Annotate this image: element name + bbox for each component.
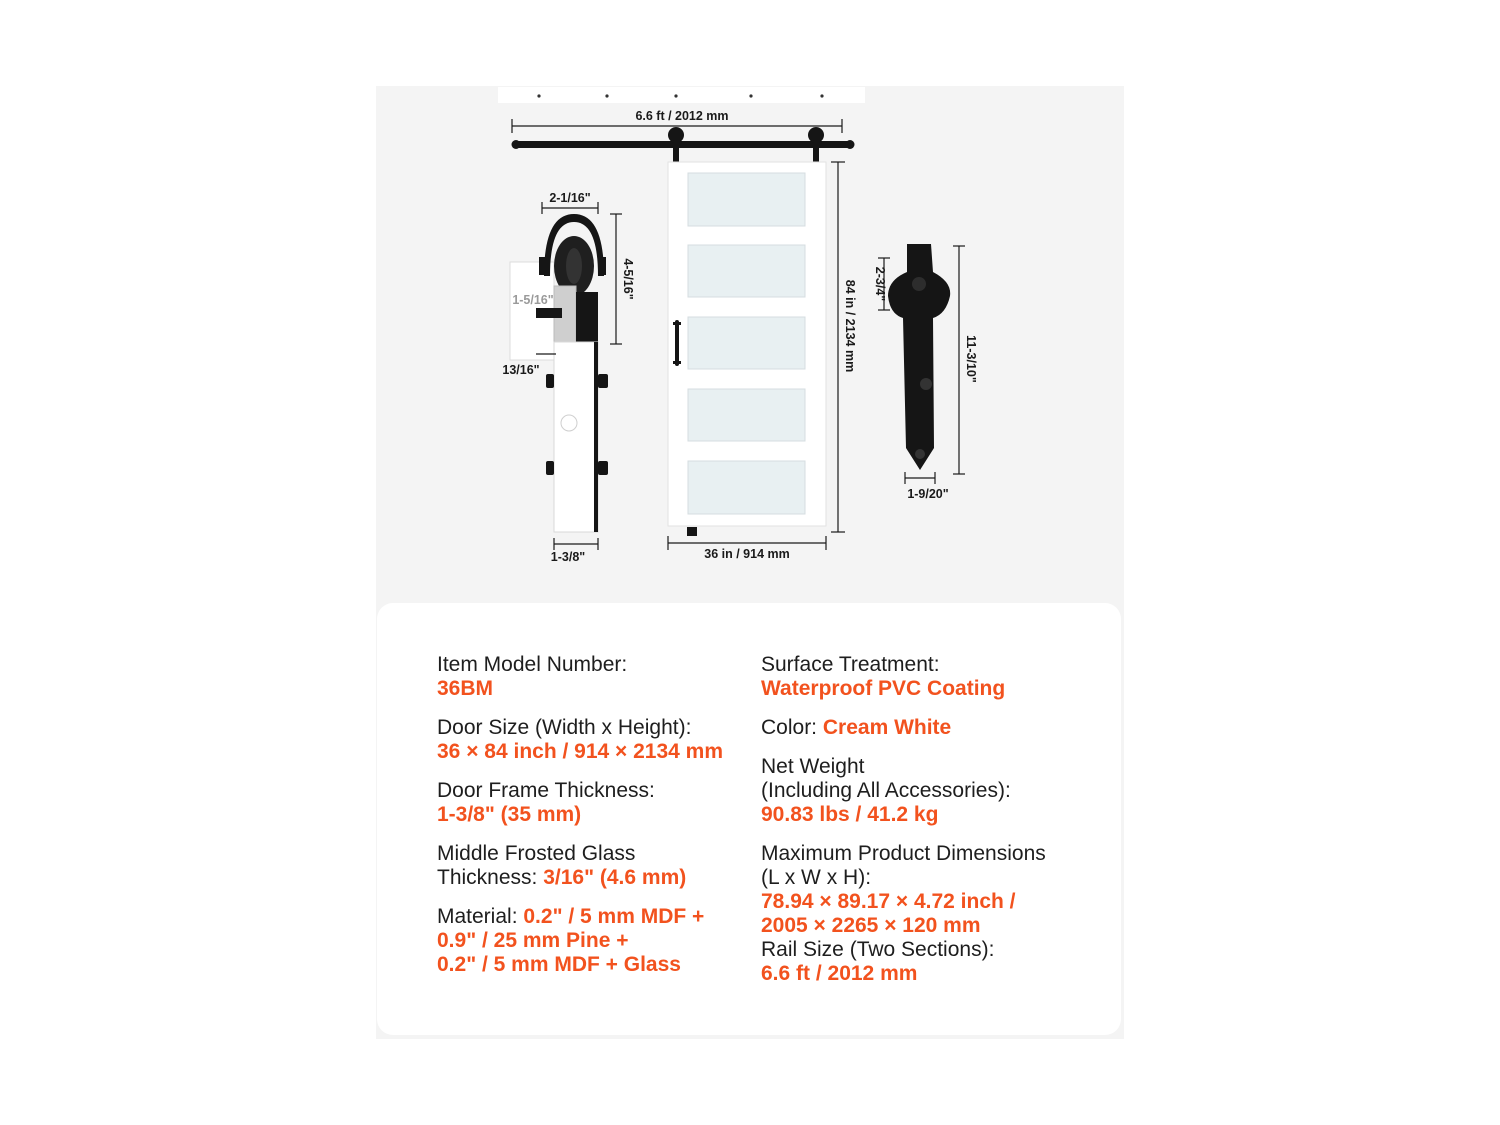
strap-width-label: 1-9/20"	[907, 487, 949, 501]
door-edge-section	[554, 342, 598, 532]
spec-max-dimensions: Maximum Product Dimensions (L x W x H): 78.94 × 89.17 × 4.72 inch / 2005 × 2265 × 120 mm	[761, 842, 1046, 937]
spec-color: Color: Cream White	[761, 716, 952, 739]
strap-length-dimension-line	[953, 246, 965, 474]
wall-header-board	[498, 87, 865, 103]
rail-end-stop-left	[512, 140, 521, 149]
door-edge-hole	[561, 415, 577, 431]
spec-material: Material: 0.2" / 5 mm MDF + 0.9" / 25 mm Pine + 0.2" / 5 mm MDF + Glass	[437, 905, 705, 976]
hanger-plate	[576, 292, 598, 344]
spec-door-size: Door Size (Width x Height): 36 × 84 inch / 914 × 2134 mm	[437, 716, 724, 763]
strap-length-label: 11-3/10"	[964, 335, 978, 383]
stop-depth-label: 13/16"	[502, 363, 540, 377]
frame-thickness-dimension-line	[554, 538, 598, 550]
door-height-dimension-line	[831, 162, 845, 532]
floor-guide	[687, 527, 697, 536]
rail-end-stop-right	[846, 140, 855, 149]
hanger-width-label: 2-1/16"	[549, 191, 591, 205]
spacer-bolt	[536, 308, 562, 318]
spec-rail-size: Rail Size (Two Sections): 6.6 ft / 2012 mm	[761, 938, 995, 985]
specification-card	[377, 603, 1121, 1035]
strap-top-label: 2-3/4"	[873, 266, 887, 302]
rail-length-label: 6.6 ft / 2012 mm	[635, 109, 729, 123]
hanger-height-label: 4-5/16"	[621, 258, 635, 300]
spec-frame-thickness: Door Frame Thickness: 1-3/8" (35 mm)	[437, 779, 655, 826]
hanger-strap-front	[888, 244, 950, 470]
door-height-label: 84 in / 2134 mm	[843, 279, 857, 373]
hanger-height-dimension-line	[610, 214, 622, 344]
strap-width-dimension-line	[905, 472, 935, 484]
roller-offset-label: 1-5/16"	[512, 293, 554, 307]
barn-door-dimension-diagram	[376, 86, 1124, 606]
specs-right-column	[761, 653, 1101, 1001]
spec-surface-treatment: Surface Treatment: Waterproof PVC Coating	[761, 653, 1006, 700]
door-width-label: 36 in / 914 mm	[704, 547, 790, 561]
spec-net-weight: Net Weight (Including All Accessories): 90.83 lbs / 41.2 kg	[761, 755, 1011, 826]
specs-left-column	[437, 653, 757, 992]
track-rail	[512, 141, 854, 148]
frosted-glass-panels	[688, 173, 805, 514]
spec-model-number: Item Model Number: 36BM	[437, 653, 628, 700]
spec-glass-thickness: Middle Frosted Glass Thickness: 3/16" (4.6 mm)	[437, 842, 687, 889]
frame-thickness-label: 1-3/8"	[550, 550, 586, 564]
